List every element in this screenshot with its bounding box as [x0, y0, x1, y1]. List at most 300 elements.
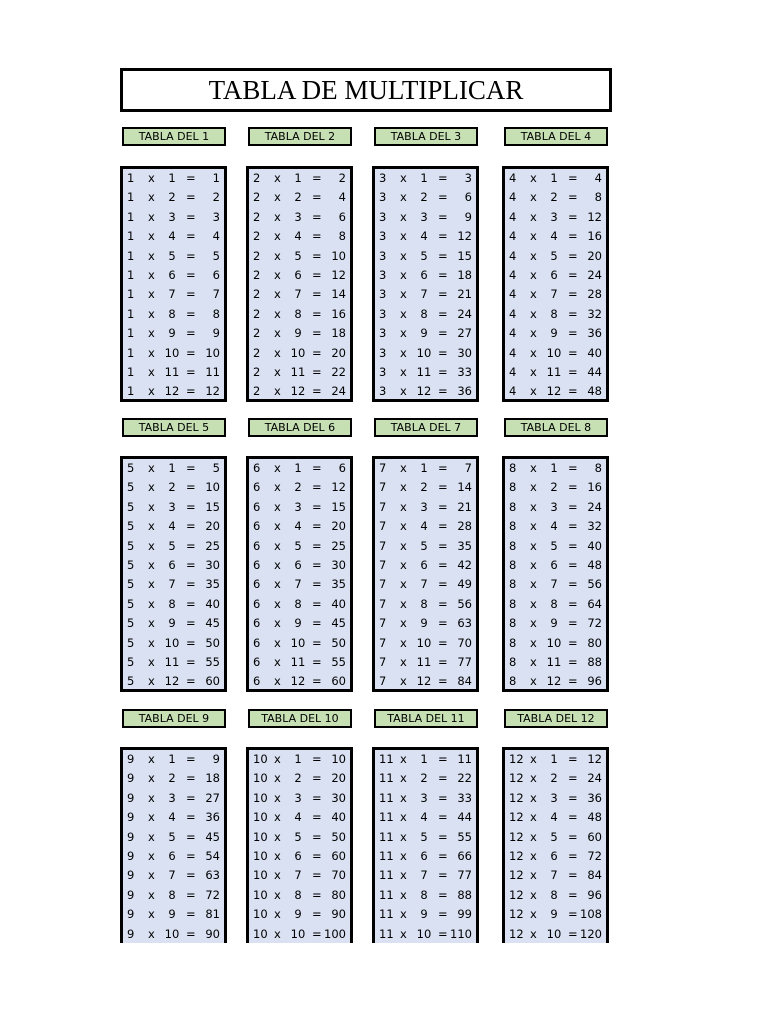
equals-sign: =: [568, 519, 578, 534]
table-row: [249, 575, 350, 594]
multiplier: 5: [294, 829, 302, 844]
times-sign: x: [274, 596, 281, 611]
product: 14: [331, 287, 346, 302]
multiplicand: 3: [379, 229, 387, 244]
equals-sign: =: [568, 829, 578, 844]
multiplier: 1: [550, 461, 558, 475]
equals-sign: =: [568, 326, 578, 341]
multiplier: 8: [168, 887, 176, 902]
multiplicand: 7: [379, 499, 387, 514]
times-sign: x: [274, 616, 281, 631]
table-row: [505, 382, 606, 401]
times-sign: x: [274, 326, 281, 341]
multiplicand: 1: [127, 345, 135, 360]
product: 6: [338, 209, 346, 224]
multiplicand: 4: [509, 209, 517, 224]
multiplicand: 7: [379, 596, 387, 611]
table-row: [123, 247, 224, 266]
table-row: [123, 363, 224, 382]
product: 5: [212, 248, 220, 263]
times-sign: x: [530, 654, 537, 669]
equals-sign: =: [312, 267, 322, 282]
equals-sign: =: [438, 790, 448, 805]
table-row: [123, 595, 224, 614]
multiplicand: 3: [379, 171, 387, 185]
product: 50: [331, 635, 346, 650]
product: 80: [331, 887, 346, 902]
times-sign: x: [148, 287, 155, 302]
times-sign: x: [274, 209, 281, 224]
product: 48: [587, 810, 602, 825]
table-row: [249, 208, 350, 227]
multiplier: 8: [168, 306, 176, 321]
multiplicand: 2: [253, 384, 261, 399]
equals-sign: =: [312, 577, 322, 592]
multiplicand: 6: [253, 616, 261, 631]
times-sign: x: [530, 538, 537, 553]
times-sign: x: [400, 190, 407, 205]
multiplier: 7: [550, 577, 558, 592]
table-header: TABLA DEL 4: [504, 127, 608, 146]
times-sign: x: [274, 384, 281, 399]
table-row: [505, 537, 606, 556]
multiplicand: 8: [509, 596, 517, 611]
table-row: [249, 925, 350, 943]
multiplicand: 12: [509, 868, 524, 883]
times-sign: x: [274, 771, 281, 786]
multiplicand: 1: [127, 229, 135, 244]
product: 33: [457, 364, 472, 379]
equals-sign: =: [438, 654, 448, 669]
product: 24: [587, 267, 602, 282]
equals-sign: =: [312, 171, 322, 185]
product: 5: [212, 461, 220, 475]
product: 55: [205, 654, 220, 669]
times-sign: x: [148, 190, 155, 205]
product: 27: [205, 790, 220, 805]
equals-sign: =: [568, 887, 578, 902]
product: 10: [331, 752, 346, 766]
table-row: [505, 556, 606, 575]
equals-sign: =: [312, 848, 322, 863]
equals-sign: =: [186, 557, 196, 572]
equals-sign: =: [568, 229, 578, 244]
product: 8: [212, 306, 220, 321]
times-sign: x: [148, 926, 155, 941]
equals-sign: =: [438, 810, 448, 825]
multiplicand: 6: [253, 499, 261, 514]
multiplier: 5: [168, 538, 176, 553]
product: 6: [212, 267, 220, 282]
multiplicand: 5: [127, 519, 135, 534]
product: 12: [457, 229, 472, 244]
table-row: [505, 808, 606, 827]
multiplier: 1: [420, 752, 428, 766]
multiplier: 10: [290, 926, 306, 941]
product: 56: [587, 577, 602, 592]
multiplier: 2: [168, 190, 176, 205]
times-sign: x: [148, 229, 155, 244]
table-row: [249, 808, 350, 827]
multiplicand: 2: [253, 345, 261, 360]
equals-sign: =: [438, 345, 448, 360]
times-sign: x: [400, 868, 407, 883]
equals-sign: =: [438, 384, 448, 399]
times-sign: x: [274, 887, 281, 902]
multiplicand: 5: [127, 461, 135, 475]
table-row: [249, 750, 350, 769]
product: 8: [594, 190, 602, 205]
product: 66: [457, 848, 472, 863]
multiplier: 11: [416, 654, 432, 669]
table-row: [505, 750, 606, 769]
times-sign: x: [148, 654, 155, 669]
multiplier: 9: [420, 616, 428, 631]
equals-sign: =: [186, 635, 196, 650]
times-sign: x: [400, 810, 407, 825]
product: 40: [205, 596, 220, 611]
product: 10: [205, 345, 220, 360]
multiplier: 5: [550, 829, 558, 844]
multiplicand: 3: [379, 326, 387, 341]
multiplier: 7: [168, 868, 176, 883]
multiplicand: 11: [379, 829, 394, 844]
times-sign: x: [148, 596, 155, 611]
multiplier: 12: [546, 674, 562, 689]
multiplicand: 7: [379, 519, 387, 534]
multiplicand: 3: [379, 248, 387, 263]
multiplicand: 6: [253, 519, 261, 534]
multiplier: 5: [420, 538, 428, 553]
product: 12: [331, 480, 346, 495]
table-header: TABLA DEL 6: [248, 418, 352, 437]
multiplicand: 11: [379, 907, 394, 922]
times-sign: x: [148, 461, 155, 475]
multiplicand: 7: [379, 577, 387, 592]
equals-sign: =: [568, 868, 578, 883]
multiplicand: 12: [509, 810, 524, 825]
equals-sign: =: [438, 577, 448, 592]
multiplicand: 4: [509, 229, 517, 244]
times-sign: x: [530, 229, 537, 244]
times-sign: x: [530, 596, 537, 611]
multiplication-table: [120, 456, 227, 692]
multiplicand: 2: [253, 190, 261, 205]
times-sign: x: [400, 635, 407, 650]
product: 9: [212, 752, 220, 766]
equals-sign: =: [186, 209, 196, 224]
product: 4: [338, 190, 346, 205]
multiplier: 1: [294, 171, 302, 185]
equals-sign: =: [312, 907, 322, 922]
times-sign: x: [530, 326, 537, 341]
product: 55: [331, 654, 346, 669]
multiplicand: 10: [253, 771, 268, 786]
times-sign: x: [148, 848, 155, 863]
equals-sign: =: [186, 364, 196, 379]
product: 21: [457, 287, 472, 302]
multiplicand: 9: [127, 848, 135, 863]
table-row: [249, 672, 350, 691]
table-row: [375, 847, 476, 866]
times-sign: x: [400, 364, 407, 379]
times-sign: x: [400, 654, 407, 669]
page-title: TABLA DE MULTIPLICAR: [120, 68, 612, 112]
product: 24: [457, 306, 472, 321]
multiplier: 2: [420, 480, 428, 495]
multiplication-table: [372, 747, 479, 943]
equals-sign: =: [438, 848, 448, 863]
multiplier: 8: [294, 887, 302, 902]
multiplier: 4: [168, 810, 176, 825]
multiplication-table: [502, 166, 609, 402]
multiplier: 7: [168, 287, 176, 302]
multiplicand: 4: [509, 345, 517, 360]
multiplicand: 1: [127, 267, 135, 282]
multiplicand: 2: [253, 326, 261, 341]
multiplicand: 12: [509, 907, 524, 922]
table-row: [249, 382, 350, 401]
multiplier: 4: [550, 519, 558, 534]
equals-sign: =: [186, 887, 196, 902]
times-sign: x: [148, 868, 155, 883]
table-row: [123, 556, 224, 575]
equals-sign: =: [568, 267, 578, 282]
product: 18: [457, 267, 472, 282]
multiplicand: 1: [127, 190, 135, 205]
multiplicand: 11: [379, 848, 394, 863]
multiplicand: 6: [253, 461, 261, 475]
times-sign: x: [530, 364, 537, 379]
product: 77: [457, 654, 472, 669]
multiplier: 11: [290, 364, 306, 379]
times-sign: x: [400, 345, 407, 360]
multiplier: 1: [168, 171, 176, 185]
table-row: [375, 537, 476, 556]
multiplicand: 11: [379, 752, 394, 766]
multiplicand: 10: [253, 829, 268, 844]
multiplier: 1: [168, 752, 176, 766]
times-sign: x: [148, 519, 155, 534]
times-sign: x: [530, 829, 537, 844]
equals-sign: =: [568, 654, 578, 669]
product: 44: [587, 364, 602, 379]
times-sign: x: [274, 364, 281, 379]
multiplicand: 2: [253, 287, 261, 302]
product: 60: [331, 674, 346, 689]
equals-sign: =: [438, 926, 448, 941]
multiplicand: 7: [379, 461, 387, 475]
multiplicand: 5: [127, 654, 135, 669]
multiplier: 4: [550, 229, 558, 244]
table-row: [249, 266, 350, 285]
multiplier: 3: [168, 209, 176, 224]
multiplier: 9: [420, 326, 428, 341]
equals-sign: =: [186, 171, 196, 185]
product: 100: [324, 926, 346, 941]
table-row: [123, 614, 224, 633]
equals-sign: =: [312, 306, 322, 321]
equals-sign: =: [568, 171, 578, 185]
table-row: [249, 285, 350, 304]
times-sign: x: [400, 229, 407, 244]
multiplier: 12: [164, 384, 180, 399]
times-sign: x: [274, 654, 281, 669]
equals-sign: =: [186, 596, 196, 611]
table-row: [505, 208, 606, 227]
multiplicand: 3: [379, 190, 387, 205]
table-header: TABLA DEL 9: [122, 709, 226, 728]
product: 90: [205, 926, 220, 941]
multiplier: 10: [164, 926, 180, 941]
equals-sign: =: [568, 907, 578, 922]
multiplicand: 4: [509, 364, 517, 379]
times-sign: x: [274, 345, 281, 360]
table-row: [123, 305, 224, 324]
equals-sign: =: [438, 752, 448, 766]
table-row: [123, 498, 224, 517]
multiplier: 4: [294, 519, 302, 534]
multiplicand: 1: [127, 306, 135, 321]
equals-sign: =: [568, 499, 578, 514]
equals-sign: =: [186, 868, 196, 883]
product: 12: [331, 267, 346, 282]
times-sign: x: [400, 499, 407, 514]
multiplier: 2: [420, 771, 428, 786]
multiplicand: 3: [379, 384, 387, 399]
product: 64: [587, 596, 602, 611]
table-row: [123, 925, 224, 943]
equals-sign: =: [568, 635, 578, 650]
equals-sign: =: [568, 384, 578, 399]
multiplier: 4: [168, 229, 176, 244]
multiplier: 2: [294, 190, 302, 205]
times-sign: x: [148, 771, 155, 786]
equals-sign: =: [438, 829, 448, 844]
product: 8: [338, 229, 346, 244]
times-sign: x: [148, 171, 155, 185]
equals-sign: =: [568, 596, 578, 611]
times-sign: x: [530, 790, 537, 805]
multiplicand: 8: [509, 674, 517, 689]
multiplicand: 4: [509, 171, 517, 185]
product: 10: [331, 248, 346, 263]
multiplier: 3: [420, 790, 428, 805]
multiplier: 5: [550, 248, 558, 263]
times-sign: x: [148, 674, 155, 689]
table-row: [123, 653, 224, 672]
table-row: [375, 285, 476, 304]
multiplicand: 6: [253, 577, 261, 592]
multiplicand: 8: [509, 654, 517, 669]
multiplier: 10: [290, 635, 306, 650]
times-sign: x: [274, 461, 281, 475]
multiplier: 10: [290, 345, 306, 360]
product: 24: [587, 499, 602, 514]
table-row: [249, 905, 350, 924]
equals-sign: =: [438, 771, 448, 786]
multiplier: 11: [416, 364, 432, 379]
table-row: [123, 808, 224, 827]
multiplier: 10: [546, 926, 562, 941]
times-sign: x: [530, 209, 537, 224]
table-row: [375, 634, 476, 653]
times-sign: x: [274, 557, 281, 572]
product: 36: [587, 326, 602, 341]
multiplier: 6: [168, 267, 176, 282]
product: 20: [331, 519, 346, 534]
multiplier: 1: [294, 752, 302, 766]
table-row: [375, 478, 476, 497]
product: 36: [587, 790, 602, 805]
table-row: [249, 498, 350, 517]
equals-sign: =: [312, 557, 322, 572]
multiplier: 5: [420, 829, 428, 844]
equals-sign: =: [568, 209, 578, 224]
multiplier: 4: [420, 519, 428, 534]
table-row: [505, 866, 606, 885]
multiplier: 12: [546, 384, 562, 399]
product: 20: [587, 248, 602, 263]
multiplicand: 4: [509, 248, 517, 263]
table-row: [123, 285, 224, 304]
multiplier: 1: [420, 171, 428, 185]
equals-sign: =: [438, 887, 448, 902]
table-row: [249, 866, 350, 885]
table-row: [375, 750, 476, 769]
multiplier: 3: [550, 790, 558, 805]
equals-sign: =: [312, 190, 322, 205]
table-row: [505, 925, 606, 943]
multiplicand: 10: [253, 926, 268, 941]
multiplicand: 10: [253, 752, 268, 766]
product: 45: [331, 616, 346, 631]
multiplier: 1: [550, 171, 558, 185]
multiplicand: 12: [509, 790, 524, 805]
multiplicand: 5: [127, 480, 135, 495]
times-sign: x: [274, 190, 281, 205]
multiplicand: 8: [509, 499, 517, 514]
multiplier: 2: [294, 480, 302, 495]
table-header: TABLA DEL 1: [122, 127, 226, 146]
multiplier: 12: [290, 384, 306, 399]
table-row: [249, 363, 350, 382]
table-row: [375, 769, 476, 788]
multiplier: 2: [294, 771, 302, 786]
times-sign: x: [148, 364, 155, 379]
multiplicand: 11: [379, 771, 394, 786]
equals-sign: =: [568, 538, 578, 553]
times-sign: x: [530, 248, 537, 263]
times-sign: x: [530, 752, 537, 766]
times-sign: x: [400, 480, 407, 495]
multiplicand: 11: [379, 887, 394, 902]
times-sign: x: [274, 635, 281, 650]
equals-sign: =: [568, 248, 578, 263]
product: 120: [580, 926, 602, 941]
multiplicand: 9: [127, 790, 135, 805]
table-row: [505, 905, 606, 924]
multiplier: 8: [550, 887, 558, 902]
multiplicand: 9: [127, 829, 135, 844]
product: 11: [205, 364, 220, 379]
table-row: [249, 169, 350, 188]
multiplication-table: [120, 747, 227, 943]
times-sign: x: [274, 171, 281, 185]
product: 24: [331, 384, 346, 399]
table-row: [123, 227, 224, 246]
equals-sign: =: [438, 326, 448, 341]
